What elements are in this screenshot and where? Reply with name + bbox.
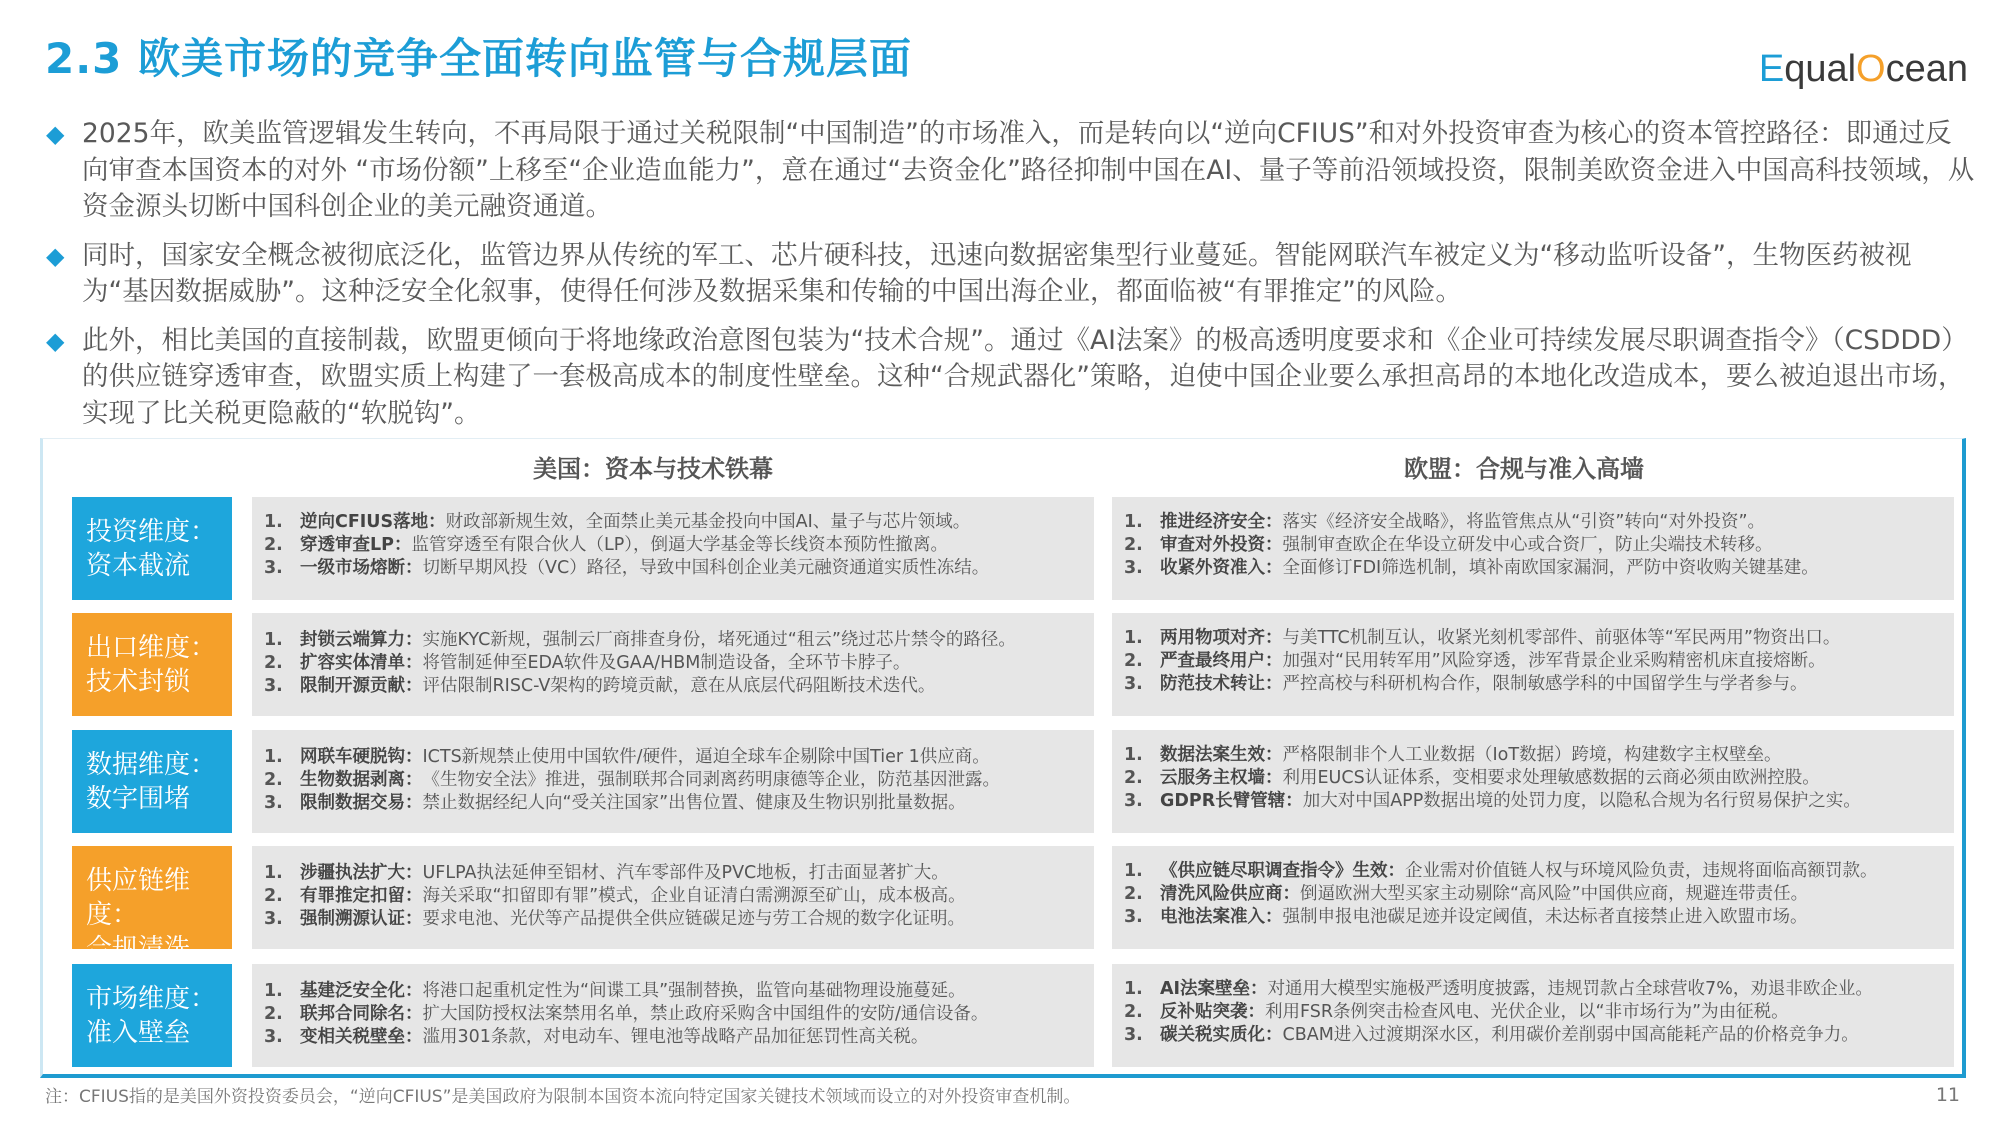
eu-measures-cell [1112, 846, 1954, 949]
list-item: 3. 限制数据交易： 禁止数据经纪人向“受关注国家”出售位置、健康及生物识别批量数据。 [264, 793, 966, 813]
table-row [72, 497, 1942, 600]
paragraph-text: 2025年，欧美监管逻辑发生转向，不再局限于通过关税限制“中国制造”的市场准入，而是转向以“逆向CFIUS”和对外投资审查为核心的资本管控路径：即通过反向审查本国资本的对外 “市场份额”上移至“企业造血能力”，意在通过“去资金化”路径抑制中国在AI、量子等前沿领域投资，限制美欧资金进入中国高科技领域，从资金源头切断中国科创企业的美元融资通道。 [82, 118, 1975, 222]
list-item: 3. 收紧外资准入： 全面修订FDI筛选机制，填补南欧国家漏洞，严防中资收购关键基建。 [1124, 558, 1819, 578]
dimension-label: 供应链维度： 合规清洗 [72, 846, 232, 949]
list-item: 2. 严查最终用户： 加强对“民用转军用”风险穿透，涉军背景企业采购精密机床直接熔断。 [1124, 651, 1826, 671]
dimension-label: 数据维度： 数字围堵 [72, 730, 232, 833]
paragraph-text: 此外，相比美国的直接制裁，欧盟更倾向于将地缘政治意图包装为“技术合规”。通过《AI法案》的极高透明度要求和《企业可持续发展尽职调查指令》（CSDDD）的供应链穿透审查，欧盟实质上构建了一套极高成本的制度性壁垒。这种“合规武器化”策略，迫使中国企业要么承担高昂的本地化改造成本，要么被迫退出市场，实现了比关税更隐蔽的“软脱钩”。 [82, 324, 1968, 429]
list-item: 1. 推进经济安全： 落实《经济安全战略》，将监管焦点从“引资”转向“对外投资”。 [1124, 512, 1766, 532]
us-measures-cell [252, 964, 1094, 1067]
us-measures-cell [252, 613, 1094, 716]
paragraph-text: 同时，国家安全概念被彻底泛化，监管边界从传统的军工、芯片硬科技，迅速向数据密集型行业蔓延。智能网联汽车被定义为“移动监听设备”，生物医药被视为“基因数据威胁”。这种泛安全化叙事，使得任何涉及数据采集和传输的中国出海企业，都面临被“有罪推定”的风险。 [82, 239, 1912, 307]
eu-measures-cell [1112, 497, 1954, 600]
list-item: 2. 穿透审查LP： 监管穿透至有限合伙人（LP），倒逼大学基金等长线资本预防性撤离。 [264, 535, 949, 555]
footnote: 注：CFIUS指的是美国外资投资委员会，“逆向CFIUS”是美国政府为限制本国资本流向特定国家关键技术领域而设立的对外投资审查机制。 [45, 1087, 1081, 1107]
equalocean-logo: EqualOcean [1758, 48, 1968, 90]
list-item: 1. 基建泛安全化： 将港口起重机定性为“间谍工具”强制替换，监管向基础物理设施蔓延。 [264, 981, 966, 1001]
table-row [72, 730, 1942, 833]
us-measures-cell [252, 846, 1094, 949]
list-item: 2. 扩容实体清单： 将管制延伸至EDA软件及GAA/HBM制造设备，全环节卡脖子。 [264, 653, 911, 673]
intro-paragraphs [46, 116, 1976, 444]
list-item: 3. 防范技术转让： 严控高校与科研机构合作，限制敏感学科的中国留学生与学者参与。 [1124, 674, 1808, 694]
diamond-bullet-icon: ◆ [46, 241, 65, 270]
list-item: 3. 碳关税实质化： CBAM进入过渡期深水区，利用碳价差削弱中国高能耗产品的价格竞争力。 [1124, 1025, 1859, 1045]
list-item: 3. 电池法案准入： 强制申报电池碳足迹并设定阈值，未达标者直接禁止进入欧盟市场。 [1124, 907, 1808, 927]
dimension-label: 市场维度： 准入壁垒 [72, 964, 232, 1067]
list-item: 2. 反补贴突袭： 利用FSR条例突击检查风电、光伏企业，以“非市场行为”为由征税。 [1124, 1002, 1789, 1022]
dimension-label: 出口维度： 技术封锁 [72, 613, 232, 716]
eu-measures-cell [1112, 613, 1954, 716]
list-item: 2. 审查对外投资： 强制审查欧企在华设立研发中心或合资厂，防止尖端技术转移。 [1124, 535, 1773, 555]
list-item: 3. GDPR长臂管辖： 加大对中国APP数据出境的处罚力度，以隐私合规为名行贸易保护之实。 [1124, 791, 1861, 811]
page-title: 2.3 欧美市场的竞争全面转向监管与合规层面 [45, 34, 913, 83]
us-measures-cell [252, 730, 1094, 833]
bullet-paragraph [46, 323, 1976, 433]
list-item: 1. 涉疆执法扩大： UFLPA执法延伸至铝材、汽车零部件及PVC地板，打击面显著扩大。 [264, 863, 949, 883]
list-item: 2. 云服务主权墙： 利用EUCS认证体系，变相要求处理敏感数据的云商必须由欧洲控股。 [1124, 768, 1820, 788]
list-item: 1. 网联车硬脱钩： ICTS新规禁止使用中国软件/硬件，逼迫全球车企剔除中国Tier 1供应商。 [264, 747, 990, 767]
bullet-paragraph [46, 116, 1976, 226]
list-item: 3. 限制开源贡献： 评估限制RISC-V架构的跨境贡献，意在从底层代码阻断技术迭代。 [264, 676, 936, 696]
page-number: 11 [1935, 1084, 1960, 1106]
table-row [72, 613, 1942, 716]
list-item: 3. 变相关税壁垒： 滥用301条款，对电动车、锂电池等战略产品加征惩罚性高关税。 [264, 1027, 929, 1047]
list-item: 2. 有罪推定扣留： 海关采取“扣留即有罪”模式，企业自证清白需溯源至矿山，成本极高。 [264, 886, 966, 906]
list-item: 2. 生物数据剥离： 《生物安全法》推进，强制联邦合同剥离药明康德等企业，防范基因泄露。 [264, 770, 1000, 790]
list-item: 2. 联邦合同除名： 扩大国防授权法案禁用名单，禁止政府采购含中国组件的安防/通信设备。 [264, 1004, 989, 1024]
dimension-label: 投资维度： 资本截流 [72, 497, 232, 600]
list-item: 2. 清洗风险供应商： 倒逼欧洲大型买家主动剔除“高风险”中国供应商，规避连带责任。 [1124, 884, 1809, 904]
list-item: 1. 数据法案生效： 严格限制非个人工业数据（IoT数据）跨境，构建数字主权壁垒。 [1124, 745, 1782, 765]
list-item: 3. 一级市场熔断： 切断早期风投（VC）路径，导致中国科创企业美元融资通道实质性冻结。 [264, 558, 990, 578]
bullet-paragraph [46, 238, 1976, 311]
table-row [72, 846, 1942, 964]
list-item: 1. 两用物项对齐： 与美TTC机制互认，收紧光刻机零部件、前驱体等“军民两用”物资出口。 [1124, 628, 1841, 648]
diamond-bullet-icon: ◆ [46, 120, 65, 148]
comparison-table [40, 438, 1966, 1078]
column-header-eu: 欧盟：合规与准入高墙 [1404, 455, 1644, 483]
diamond-bullet-icon: ◆ [46, 326, 65, 355]
list-item: 1. 逆向CFIUS落地： 财政部新规生效，全面禁止美元基金投向中国AI、量子与芯片领域。 [264, 512, 971, 532]
list-item: 1. 封锁云端算力： 实施KYC新规，强制云厂商排查身份，堵死通过“租云”绕过芯片禁令的路径。 [264, 630, 1016, 650]
eu-measures-cell [1112, 730, 1954, 833]
list-item: 1. AI法案壁垒： 对通用大模型实施极严透明度披露，违规罚款占全球营收7%，劝退非欧企业。 [1124, 979, 1873, 999]
us-measures-cell [252, 497, 1094, 600]
list-item: 3. 强制溯源认证： 要求电池、光伏等产品提供全供应链碳足迹与劳工合规的数字化证明。 [264, 909, 965, 929]
list-item: 1. 《供应链尽职调查指令》生效： 企业需对价值链人权与环境风险负责，违规将面临高额罚款。 [1124, 861, 1878, 881]
table-row [72, 964, 1942, 1067]
column-header-us: 美国：资本与技术铁幕 [533, 455, 773, 483]
eu-measures-cell [1112, 964, 1954, 1067]
